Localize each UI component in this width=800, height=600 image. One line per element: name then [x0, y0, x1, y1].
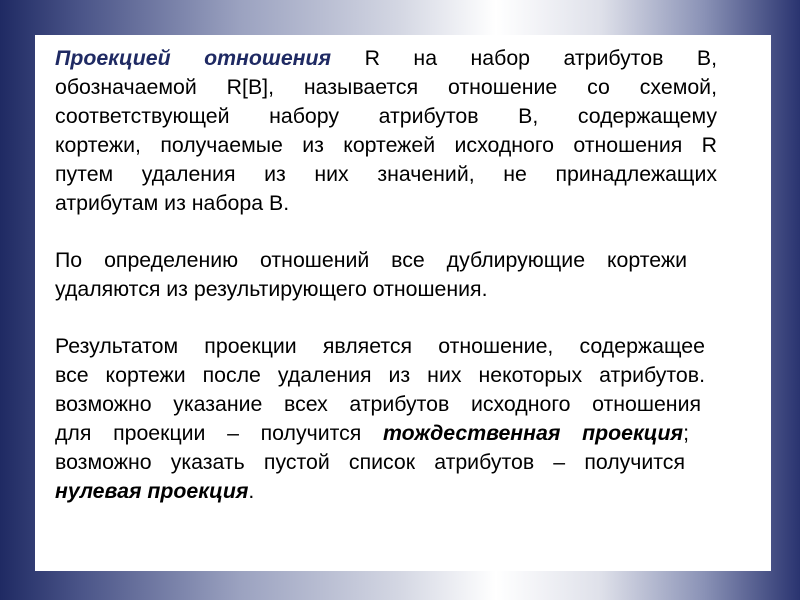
paragraph-duplicate-removal	[55, 246, 753, 304]
paragraph-projection-definition	[55, 44, 753, 218]
text-fragment: для проекции – получится	[55, 421, 384, 445]
text-line: возможно указать пустой список атрибутов – получится	[55, 450, 685, 474]
text-line: Результатом проекции является отношение, содержащее	[55, 334, 705, 358]
paragraph-spacer	[55, 304, 753, 332]
text-line	[55, 477, 753, 506]
paragraph-spacer	[55, 218, 753, 246]
text-line: удаляются из результирующего отношения.	[55, 277, 488, 301]
text-line: соответствующей набору атрибутов B, содержащему	[55, 104, 717, 128]
text-line: путем удаления из них значений, не принадлежащих	[55, 162, 717, 186]
slide-content-panel	[35, 35, 771, 571]
text-line: все кортежи после удаления из них некоторых атрибутов.	[55, 363, 705, 387]
text-fragment: .	[248, 479, 255, 503]
text-line: кортежи, получаемые из кортежей исходного отношения R	[55, 133, 717, 157]
text-fragment: R на набор атрибутов B,	[331, 46, 717, 70]
term-identity-projection: тождественная проекция	[383, 421, 684, 445]
text-line: атрибутам из набора B.	[55, 191, 290, 215]
term-projection-of-relation: Проекцией отношения	[55, 46, 332, 70]
text-line	[55, 419, 689, 448]
text-line: возможно указание всех атрибутов исходного отношения	[55, 392, 701, 416]
text-line: обозначаемой R[B], называется отношение со схемой,	[55, 75, 717, 99]
term-null-projection: нулевая проекция	[55, 479, 249, 503]
text-fragment: ;	[683, 421, 689, 445]
text-line	[55, 44, 717, 73]
paragraph-projection-result	[55, 332, 753, 506]
text-line: По определению отношений все дублирующие кортежи	[55, 248, 687, 272]
